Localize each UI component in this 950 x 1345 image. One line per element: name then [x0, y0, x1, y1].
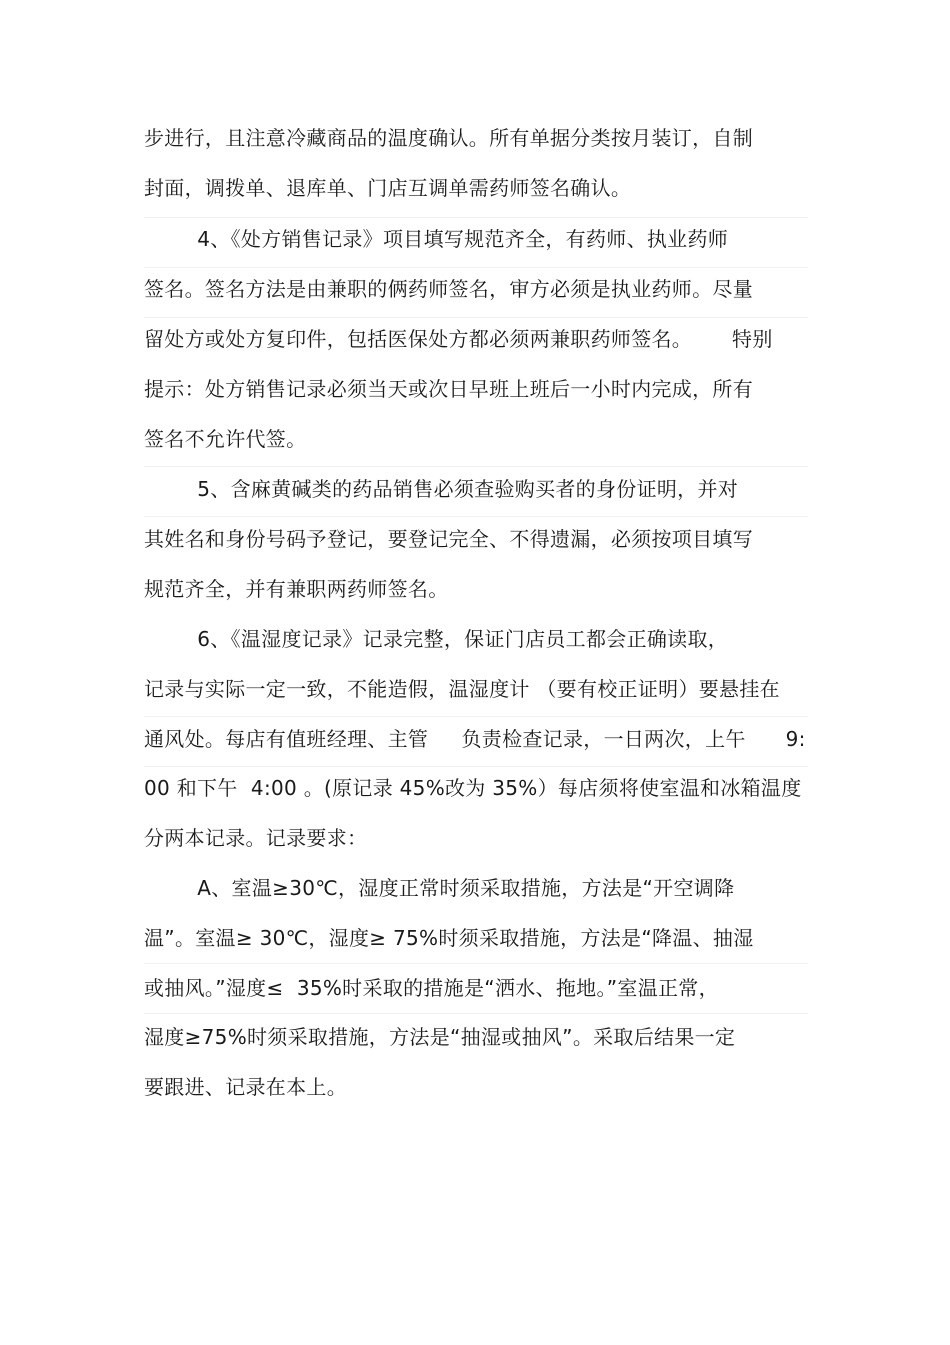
- text-line: 步进行，且注意冷藏商品的温度确认。所有单据分类按月装订，自制: [144, 126, 753, 150]
- text-line: 4、《处方销售记录》项目填写规范齐全，有药师、执业药师: [144, 227, 729, 251]
- text-line: 6、《温湿度记录》记录完整，保证门店员工都会正确读取，: [144, 627, 729, 651]
- text-line: 5、含麻黄碱类的药品销售必须查验购买者的身份证明，并对: [144, 477, 739, 501]
- line-separator: [144, 217, 808, 218]
- text-line: 其姓名和身份号码予登记，要登记完全、不得遗漏，必须按项目填写: [144, 527, 753, 551]
- line-separator: [144, 716, 808, 717]
- text-line: 留处方或处方复印件，包括医保处方都必须两兼职药师签名。 特别: [144, 327, 773, 351]
- text-line: 湿度≥75%时须采取措施，方法是“抽湿或抽风”。采取后结果一定: [144, 1025, 736, 1049]
- text-line: 温”。室温≥ 30℃，湿度≥ 75%时须采取措施，方法是“降温、抽湿: [144, 926, 754, 950]
- line-separator: [144, 466, 808, 467]
- text-line: 分两本记录。记录要求：: [144, 826, 368, 850]
- text-line: 要跟进、记录在本上。: [144, 1075, 347, 1099]
- text-line: 规范齐全，并有兼职两药师签名。: [144, 577, 449, 601]
- line-separator: [144, 963, 808, 964]
- text-line: 封面，调拨单、退库单、门店互调单需药师签名确认。: [144, 176, 632, 200]
- text-line: 记录与实际一定一致，不能造假，温湿度计 （要有校正证明）要悬挂在: [144, 677, 780, 701]
- text-line: 签名不允许代签。: [144, 427, 307, 451]
- line-separator: [144, 1013, 808, 1014]
- text-line: 签名。签名方法是由兼职的俩药师签名，审方必须是执业药师。尽量: [144, 277, 753, 301]
- text-line: A、室温≥30℃，湿度正常时须采取措施，方法是“开空调降: [144, 876, 735, 900]
- text-line: 或抽风。”湿度≤ 35%时采取的措施是“洒水、拖地。”室温正常，: [144, 976, 719, 1000]
- text-line: 提示：处方销售记录必须当天或次日早班上班后一小时内完成，所有: [144, 377, 753, 401]
- text-line: 通风处。每店有值班经理、主管 负责检查记录，一日两次，上午 9:: [144, 727, 806, 751]
- text-line: 00 和下午 4:00 。(原记录 45%改为 35%）每店须将使室温和冰箱温度: [144, 776, 802, 800]
- line-separator: [144, 317, 808, 318]
- line-separator: [144, 516, 808, 517]
- line-separator: [144, 267, 808, 268]
- line-separator: [144, 766, 808, 767]
